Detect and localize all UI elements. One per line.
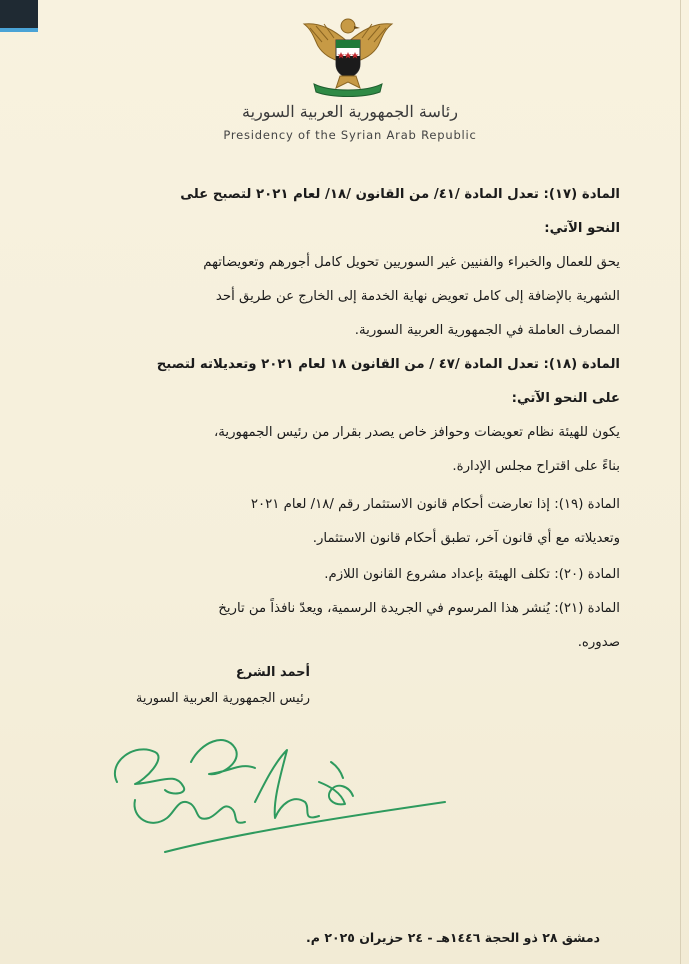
issue-date: دمشق ٢٨ ذو الحجة ١٤٤٦هـ - ٢٤ حزيران ٢٠٢٥ م. xyxy=(306,930,600,945)
article-17-heading: المادة (١٧): تعدل المادة /٤١/ من القانون /١٨/ لعام ٢٠٢١ لتصبح على xyxy=(180,187,620,202)
article-20-line: المادة (٢٠): تكلف الهيئة بإعداد مشروع القانون اللازم. xyxy=(324,567,620,582)
article-17-text-line: يحق للعمال والخبراء والفنيين غير السوريين تحويل كامل أجورهم وتعويضاتهم xyxy=(203,255,620,270)
window-corner-tab xyxy=(0,0,38,32)
signatory-name: أحمد الشرع xyxy=(235,665,310,680)
article-17-heading-cont: النحو الآتي: xyxy=(544,221,620,236)
header-arabic-title: رئاسة الجمهورية العربية السورية xyxy=(242,102,458,121)
article-18-text-line: يكون للهيئة نظام تعويضات وحوافز خاص يصدر بقرار من رئيس الجمهورية، xyxy=(213,425,620,440)
syrian-eagle-emblem-icon xyxy=(300,12,396,98)
header-english-title: Presidency of the Syrian Arab Republic xyxy=(223,128,477,142)
article-19-line: المادة (١٩): إذا تعارضت أحكام قانون الاستثمار رقم /١٨/ لعام ٢٠٢١ xyxy=(250,497,620,512)
signatory-title: رئيس الجمهورية العربية السورية xyxy=(135,691,310,706)
signatory-block xyxy=(100,660,310,712)
handwritten-signature xyxy=(105,722,465,872)
article-18-heading: المادة (١٨): تعدل المادة /٤٧ / من القانون ١٨ لعام ٢٠٢١ وتعديلاته لتصبح xyxy=(156,357,620,372)
article-18-text-line: بناءً على اقتراح مجلس الإدارة. xyxy=(452,459,620,474)
page-edge xyxy=(680,0,681,964)
article-18-heading-cont: على النحو الآتي: xyxy=(511,391,620,406)
article-21-line: صدوره. xyxy=(577,635,620,650)
article-17-text-line: الشهرية بالإضافة إلى كامل تعويض نهاية الخدمة إلى الخارج عن طريق أحد xyxy=(215,289,620,304)
article-21-line: المادة (٢١): يُنشر هذا المرسوم في الجريدة الرسمية، ويعدّ نافذاً من تاريخ xyxy=(218,601,620,616)
article-19-line: وتعديلاته مع أي قانون آخر، تطبق أحكام قانون الاستثمار. xyxy=(312,531,620,546)
decree-body xyxy=(106,178,620,658)
article-17-text-line: المصارف العاملة في الجمهورية العربية السورية. xyxy=(354,323,620,338)
